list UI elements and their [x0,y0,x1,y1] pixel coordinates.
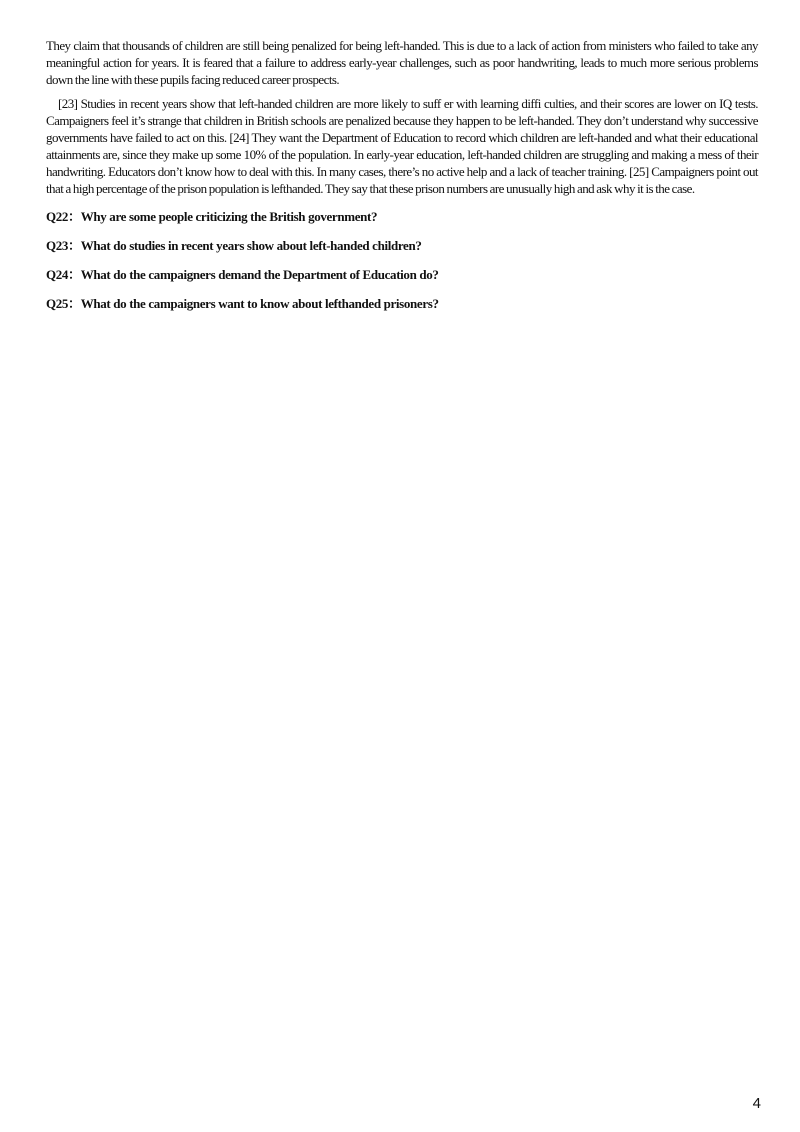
question-item: Q24：What do the campaigners demand the Department of Education do? [46,267,439,282]
question-item: Q25：What do the campaigners want to know about lefthanded prisoners? [46,296,439,311]
question-item: Q22：Why are some people criticizing the British government? [46,209,378,224]
document-page [46,37,758,324]
body-paragraph: [23] Studies in recent years show that left-handed children are more likely to suff er with learning diffi culties, and their scores are lower on IQ tests. Campaigners feel it’s strange that children in British schools are penalized because they happen to be left-handed. They don’t understand why successive governments have failed to act on this. [24] They want the Department of Education to record which children are left-handed and what their educational attainments are, since they make up some 10% of the population. In early-year education, left-handed children are struggling and making a mess of their handwriting. Educators don’t know how to deal with this. In many cases, there’s no active help and a lack of teacher training. [25] Campaigners point out that a high percentage of the prison population is lefthanded. They say that these prison numbers are unusually high and ask why it is the case. [46,96,758,196]
question-list [46,208,758,312]
body-paragraph: They claim that thousands of children are still being penalized for being left-handed. This is due to a lack of action from ministers who failed to take any meaningful action for years. It is feared that a failure to address early-year challenges, such as poor handwriting, leads to much more serious problems down the line with these pupils facing reduced career prospects. [46,38,758,87]
page-number: 4 [752,1095,761,1112]
question-item: Q23：What do studies in recent years show about left-handed children? [46,238,422,253]
